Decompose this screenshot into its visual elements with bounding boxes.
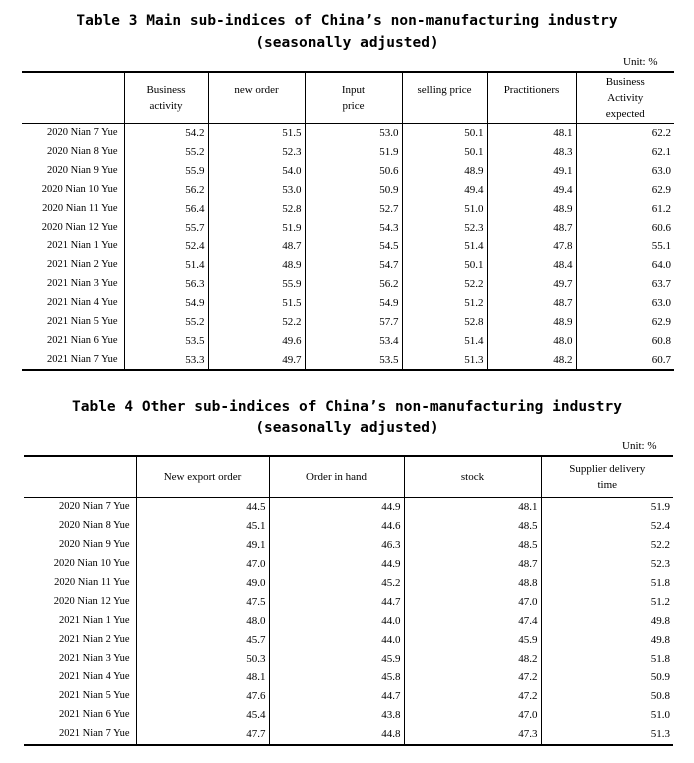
- table-cell: 52.3: [402, 218, 487, 237]
- table-cell: 47.2: [404, 668, 541, 687]
- table-cell: 48.4: [487, 256, 576, 275]
- table4-column-header-text: stock: [460, 471, 485, 483]
- table4-column-header: [404, 456, 541, 498]
- table-cell: 55.1: [576, 237, 674, 256]
- table-cell: 60.7: [576, 350, 674, 370]
- table-row: [22, 312, 674, 331]
- row-label: 2021 Nian 3 Yue: [47, 278, 118, 290]
- table-cell: 48.0: [136, 611, 269, 630]
- table-cell: 48.3: [487, 143, 576, 162]
- table-cell: 51.5: [208, 124, 305, 143]
- table3-title-line2: (seasonally adjusted): [255, 35, 439, 51]
- row-label: 2021 Nian 2 Yue: [47, 259, 118, 271]
- table-cell: 52.2: [402, 275, 487, 294]
- table3-column-header-text: selling price: [417, 84, 472, 96]
- table-cell: 51.2: [541, 592, 673, 611]
- table3-column-header-text: activity: [149, 100, 183, 112]
- table-cell: 54.9: [124, 294, 208, 313]
- table-cell: 48.7: [487, 294, 576, 313]
- table-row: [24, 611, 673, 630]
- table-cell: 49.1: [136, 536, 269, 555]
- table-cell: 48.9: [208, 256, 305, 275]
- table-cell: 52.4: [124, 237, 208, 256]
- table-cell: 60.8: [576, 331, 674, 350]
- table3-column-header: [487, 72, 576, 124]
- table-cell: 51.9: [541, 498, 673, 517]
- row-label: 2020 Nian 12 Yue: [53, 595, 130, 607]
- row-label: 2021 Nian 3 Yue: [59, 652, 130, 664]
- table-cell: 62.9: [576, 312, 674, 331]
- table-cell: 63.7: [576, 275, 674, 294]
- row-label: 2021 Nian 1 Yue: [59, 614, 130, 626]
- table-row: [22, 162, 674, 181]
- table-cell: 53.5: [305, 350, 402, 370]
- table-cell: 52.8: [208, 199, 305, 218]
- table-row: [24, 498, 673, 517]
- table4-column-header-text: Order in hand: [305, 471, 368, 483]
- table-cell: 55.9: [208, 275, 305, 294]
- row-label: 2021 Nian 4 Yue: [47, 297, 118, 309]
- table-cell: 48.8: [404, 574, 541, 593]
- table-row: [24, 592, 673, 611]
- table4-title-line2: (seasonally adjusted): [255, 420, 439, 436]
- table3-title-line1: Table 3 Main sub-indices of China’s non-manufacturing industry: [76, 13, 618, 29]
- table-row: [24, 706, 673, 725]
- table3: [22, 71, 674, 371]
- table-row: [22, 181, 674, 200]
- table-cell: 51.4: [402, 331, 487, 350]
- table-cell: 47.4: [404, 611, 541, 630]
- table-row: [22, 350, 674, 370]
- table-cell: 51.5: [208, 294, 305, 313]
- table-cell: 57.7: [305, 312, 402, 331]
- table-cell: 48.2: [404, 649, 541, 668]
- table3-corner-header: [22, 72, 124, 124]
- table-row: [24, 649, 673, 668]
- table-cell: 60.6: [576, 218, 674, 237]
- table4-unit: Unit: %: [622, 440, 657, 452]
- table-cell: 45.1: [136, 517, 269, 536]
- table3-column-header-text: expected: [605, 108, 645, 120]
- table-cell: 49.4: [402, 181, 487, 200]
- table-row: [24, 668, 673, 687]
- table-cell: 48.5: [404, 517, 541, 536]
- table-cell: 56.2: [124, 181, 208, 200]
- row-label: 2020 Nian 11 Yue: [42, 202, 118, 214]
- table-cell: 50.6: [305, 162, 402, 181]
- table-cell: 53.3: [124, 350, 208, 370]
- table-cell: 44.8: [269, 725, 404, 745]
- table-cell: 50.1: [402, 256, 487, 275]
- table-row: [24, 555, 673, 574]
- table-cell: 45.9: [404, 630, 541, 649]
- row-label: 2021 Nian 7 Yue: [59, 728, 130, 740]
- table-cell: 48.7: [208, 237, 305, 256]
- table-row: [22, 256, 674, 275]
- table-cell: 53.0: [208, 181, 305, 200]
- row-label: 2020 Nian 8 Yue: [47, 146, 118, 158]
- table-cell: 63.0: [576, 162, 674, 181]
- row-label: 2020 Nian 8 Yue: [59, 520, 130, 532]
- table4-corner-header: [24, 456, 136, 498]
- table-cell: 49.0: [136, 574, 269, 593]
- table-row: [24, 517, 673, 536]
- table-cell: 45.9: [269, 649, 404, 668]
- table-cell: 44.5: [136, 498, 269, 517]
- table-cell: 55.7: [124, 218, 208, 237]
- table-cell: 55.9: [124, 162, 208, 181]
- table-row: [22, 331, 674, 350]
- row-label: 2021 Nian 5 Yue: [59, 690, 130, 702]
- table-cell: 44.0: [269, 611, 404, 630]
- table-cell: 43.8: [269, 706, 404, 725]
- table4-column-header-text: time: [597, 479, 618, 491]
- table-cell: 54.0: [208, 162, 305, 181]
- table-cell: 54.9: [305, 294, 402, 313]
- table4-column-header: [269, 456, 404, 498]
- table4-column-header-text: Supplier delivery: [569, 463, 646, 475]
- row-label: 2021 Nian 1 Yue: [47, 240, 118, 252]
- row-label: 2021 Nian 6 Yue: [47, 334, 118, 346]
- table-cell: 44.7: [269, 687, 404, 706]
- table-cell: 48.9: [402, 162, 487, 181]
- row-label: 2020 Nian 11 Yue: [54, 577, 130, 588]
- table3-header-row: [22, 72, 674, 124]
- table-cell: 51.0: [402, 199, 487, 218]
- table4-column-header: [541, 456, 673, 498]
- table-cell: 51.4: [402, 237, 487, 256]
- table-cell: 47.3: [404, 725, 541, 745]
- table-cell: 48.9: [487, 312, 576, 331]
- table-cell: 62.9: [576, 181, 674, 200]
- table-row: [22, 275, 674, 294]
- table-cell: 52.4: [541, 517, 673, 536]
- table4-title-line1: Table 4 Other sub-indices of China’s non-manufacturing industry: [72, 399, 622, 415]
- table-cell: 53.4: [305, 331, 402, 350]
- row-label: 2020 Nian 10 Yue: [41, 183, 118, 195]
- table-cell: 45.4: [136, 706, 269, 725]
- table-row: [22, 218, 674, 237]
- row-label: 2020 Nian 9 Yue: [59, 539, 130, 551]
- table-cell: 48.1: [136, 668, 269, 687]
- table-cell: 45.2: [269, 574, 404, 593]
- row-label: 2020 Nian 7 Yue: [47, 127, 118, 139]
- table-row: [24, 630, 673, 649]
- table3-column-header: [402, 72, 487, 124]
- table-cell: 56.2: [305, 275, 402, 294]
- table-cell: 54.5: [305, 237, 402, 256]
- table-cell: 51.4: [124, 256, 208, 275]
- table-cell: 50.8: [541, 687, 673, 706]
- table-cell: 47.5: [136, 592, 269, 611]
- row-label: 2021 Nian 5 Yue: [47, 315, 118, 327]
- table4-column-header-text: New export order: [163, 471, 242, 483]
- table-cell: 48.5: [404, 536, 541, 555]
- table-cell: 50.3: [136, 649, 269, 668]
- table-cell: 48.7: [487, 218, 576, 237]
- table-cell: 63.0: [576, 294, 674, 313]
- table-cell: 62.2: [576, 124, 674, 143]
- table-cell: 44.9: [269, 498, 404, 517]
- table-cell: 47.0: [404, 592, 541, 611]
- table3-column-header-text: Activity: [607, 92, 644, 104]
- table-cell: 50.9: [305, 181, 402, 200]
- table-cell: 51.8: [541, 649, 673, 668]
- table-row: [22, 143, 674, 162]
- table-cell: 48.1: [487, 124, 576, 143]
- table-cell: 64.0: [576, 256, 674, 275]
- row-label: 2021 Nian 2 Yue: [59, 633, 130, 645]
- table-cell: 44.6: [269, 517, 404, 536]
- table-cell: 52.8: [402, 312, 487, 331]
- table-cell: 49.7: [208, 350, 305, 370]
- table-cell: 55.2: [124, 312, 208, 331]
- table-cell: 47.0: [136, 555, 269, 574]
- table-cell: 62.1: [576, 143, 674, 162]
- table-row: [22, 199, 674, 218]
- table4: [24, 455, 673, 746]
- table-row: [24, 536, 673, 555]
- table-row: [24, 725, 673, 745]
- table3-column-header: [208, 72, 305, 124]
- table-cell: 49.6: [208, 331, 305, 350]
- table-cell: 51.0: [541, 706, 673, 725]
- table-cell: 54.3: [305, 218, 402, 237]
- table4-body: [24, 498, 673, 745]
- row-label: 2020 Nian 7 Yue: [59, 501, 130, 513]
- row-label: 2021 Nian 4 Yue: [59, 671, 130, 683]
- table-cell: 47.8: [487, 237, 576, 256]
- table-cell: 51.3: [402, 350, 487, 370]
- table-cell: 52.2: [541, 536, 673, 555]
- row-label: 2020 Nian 9 Yue: [47, 165, 118, 177]
- table3-column-header-text: Business: [146, 84, 186, 96]
- table-cell: 50.1: [402, 143, 487, 162]
- table-cell: 47.2: [404, 687, 541, 706]
- table-cell: 52.3: [541, 555, 673, 574]
- table-cell: 44.9: [269, 555, 404, 574]
- table-row: [22, 237, 674, 256]
- table-cell: 52.2: [208, 312, 305, 331]
- table3-column-header: [124, 72, 208, 124]
- table3-column-header: [576, 72, 674, 124]
- table-cell: 50.9: [541, 668, 673, 687]
- table-cell: 49.8: [541, 630, 673, 649]
- table-cell: 54.7: [305, 256, 402, 275]
- row-label: 2020 Nian 12 Yue: [41, 221, 118, 233]
- table-cell: 44.0: [269, 630, 404, 649]
- table-cell: 49.1: [487, 162, 576, 181]
- table-cell: 48.1: [404, 498, 541, 517]
- table-cell: 45.7: [136, 630, 269, 649]
- table4-column-header: [136, 456, 269, 498]
- table-cell: 49.7: [487, 275, 576, 294]
- table-cell: 53.5: [124, 331, 208, 350]
- table4-header-row: [24, 456, 673, 498]
- table-cell: 51.3: [541, 725, 673, 745]
- table3-column-header-text: Input: [341, 84, 366, 96]
- table-cell: 51.8: [541, 574, 673, 593]
- table-cell: 55.2: [124, 143, 208, 162]
- table-cell: 50.1: [402, 124, 487, 143]
- table-cell: 47.6: [136, 687, 269, 706]
- row-label: 2021 Nian 6 Yue: [59, 709, 130, 721]
- row-label: 2021 Nian 7 Yue: [47, 353, 118, 365]
- table-cell: 52.3: [208, 143, 305, 162]
- table-cell: 61.2: [576, 199, 674, 218]
- table-cell: 51.9: [305, 143, 402, 162]
- table-cell: 48.9: [487, 199, 576, 218]
- table-cell: 47.0: [404, 706, 541, 725]
- table3-column-header-text: price: [342, 100, 365, 112]
- table3-column-header-text: new order: [234, 84, 279, 96]
- table-cell: 48.7: [404, 555, 541, 574]
- table-row: [24, 574, 673, 593]
- table3-unit: Unit: %: [623, 56, 658, 68]
- table-cell: 52.7: [305, 199, 402, 218]
- table-cell: 51.9: [208, 218, 305, 237]
- table3-body: [22, 124, 674, 370]
- table3-column-header: [305, 72, 402, 124]
- table-cell: 49.4: [487, 181, 576, 200]
- table-cell: 56.4: [124, 199, 208, 218]
- table-cell: 51.2: [402, 294, 487, 313]
- row-label: 2020 Nian 10 Yue: [53, 558, 130, 570]
- table3-column-header-text: Practitioners: [503, 84, 560, 96]
- table-cell: 53.0: [305, 124, 402, 143]
- table-cell: 56.3: [124, 275, 208, 294]
- table-cell: 54.2: [124, 124, 208, 143]
- table-cell: 46.3: [269, 536, 404, 555]
- table3-column-header-text: Business: [605, 76, 645, 88]
- table-row: [22, 124, 674, 143]
- table-row: [24, 687, 673, 706]
- table-cell: 45.8: [269, 668, 404, 687]
- table-cell: 48.0: [487, 331, 576, 350]
- table-row: [22, 294, 674, 313]
- table-cell: 44.7: [269, 592, 404, 611]
- table-cell: 49.8: [541, 611, 673, 630]
- table-cell: 47.7: [136, 725, 269, 745]
- table-cell: 48.2: [487, 350, 576, 370]
